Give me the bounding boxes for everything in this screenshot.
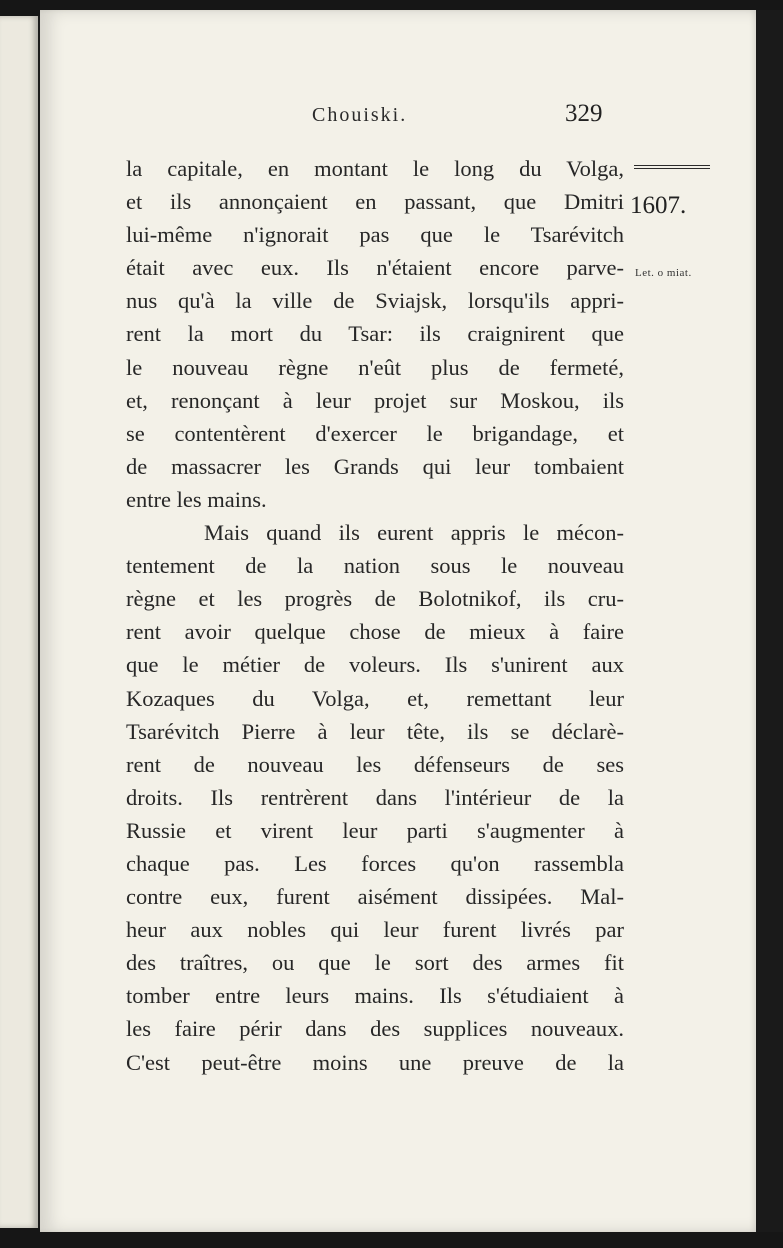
text-line: rent avoir quelque chose de mieux à faire	[126, 619, 624, 645]
text-line: et, renonçant à leur projet sur Moskou, ils	[126, 387, 624, 413]
text-line: des traîtres, ou que le sort des armes fit	[126, 950, 624, 976]
page-header	[40, 98, 756, 138]
body-text	[126, 152, 624, 1079]
text-line: Mais quand ils eurent appris le mécon-	[204, 520, 624, 546]
text-line: entre les mains.	[126, 486, 267, 512]
text-line: nus qu'à la ville de Sviajsk, lorsqu'ils appri-	[126, 288, 624, 314]
running-head: Chouiski.	[312, 104, 408, 126]
margin-reference-note: Let. o miat.	[635, 267, 692, 279]
text-line: la capitale, en montant le long du Volga,	[126, 156, 624, 181]
text-line: Kozaques du Volga, et, remettant leur	[126, 685, 624, 711]
book-page	[40, 10, 756, 1232]
text-line: Russie et virent leur parti s'augmenter à	[126, 817, 624, 843]
text-line: rent de nouveau les défenseurs de ses	[126, 751, 624, 777]
text-line: et ils annonçaient en passant, que Dmitri	[126, 189, 624, 215]
text-line: C'est peut-être moins une preuve de la	[126, 1049, 624, 1075]
margin-double-rule	[634, 165, 710, 169]
text-line: droits. Ils rentrèrent dans l'intérieur de la	[126, 784, 624, 810]
text-line: tentement de la nation sous le nouveau	[126, 553, 624, 579]
background-edge	[756, 10, 783, 1232]
text-line: était avec eux. Ils n'étaient encore parve-	[126, 255, 624, 281]
text-line: contre eux, furent aisément dissipées. Mal-	[126, 884, 624, 910]
text-line: se contentèrent d'exercer le brigandage, et	[126, 420, 624, 446]
previous-page-edge	[0, 16, 40, 1228]
text-line: tomber entre leurs mains. Ils s'étudiaient à	[126, 983, 624, 1009]
text-line: Tsarévitch Pierre à leur tête, ils se déclarè-	[126, 718, 624, 744]
text-line: de massacrer les Grands qui leur tombaient	[126, 453, 624, 479]
text-line: rent la mort du Tsar: ils craignirent que	[126, 321, 624, 347]
text-line: règne et les progrès de Bolotnikof, ils cru-	[126, 586, 624, 612]
text-line: les faire périr dans des supplices nouveaux.	[126, 1016, 624, 1042]
text-line: que le métier de voleurs. Ils s'unirent aux	[126, 652, 624, 678]
page-number: 329	[565, 100, 603, 127]
text-line: heur aux nobles qui leur furent livrés par	[126, 917, 624, 943]
text-line: le nouveau règne n'eût plus de fermeté,	[126, 354, 624, 380]
margin-year-note: 1607.	[630, 192, 687, 219]
text-line: chaque pas. Les forces qu'on rassembla	[126, 850, 624, 876]
text-line: lui-même n'ignorait pas que le Tsarévitch	[126, 222, 624, 248]
